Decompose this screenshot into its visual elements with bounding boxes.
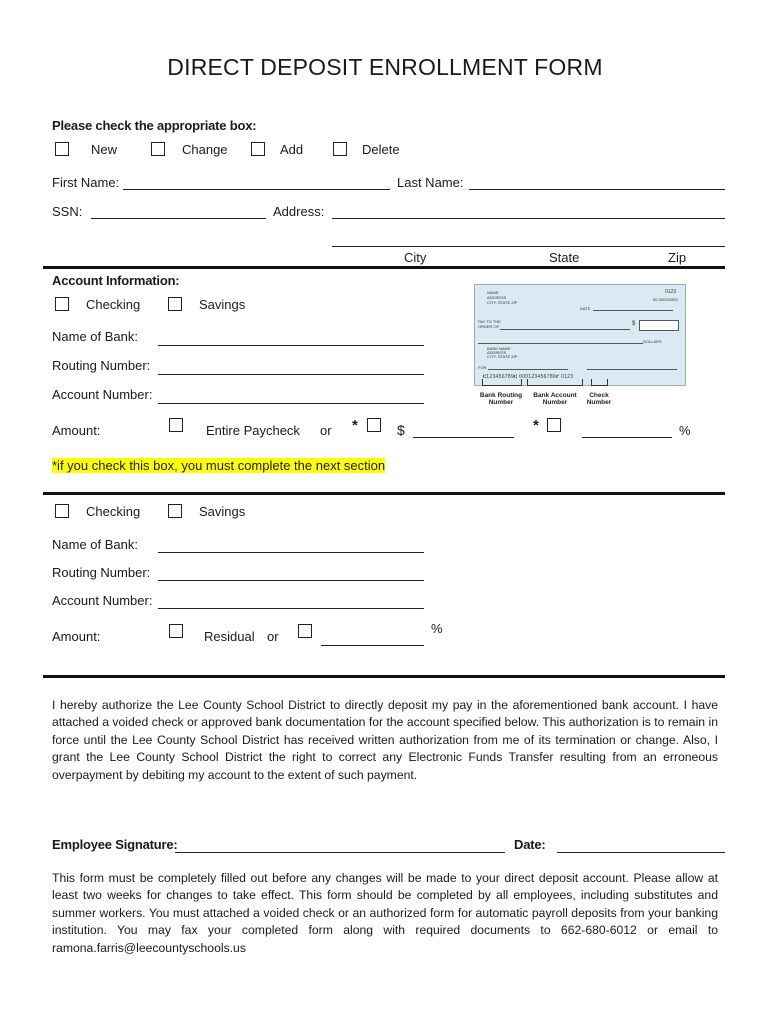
primary-account-label: Account Number:	[52, 387, 153, 402]
secondary-section-note: *if you check this box, you must complete the next section	[52, 458, 386, 473]
check-dollars-line	[478, 343, 643, 344]
section-divider	[43, 266, 725, 269]
check-bank-address-line: ADDRESS	[487, 350, 507, 355]
check-bank-name-line: BANK NAME	[487, 346, 511, 351]
signature-label: Employee Signature:	[52, 837, 178, 852]
address-field-line2[interactable]	[332, 246, 725, 247]
secondary-routing-field[interactable]	[158, 580, 424, 581]
check-number: 0123	[665, 289, 677, 295]
secondary-amount-label: Amount:	[52, 629, 101, 644]
secondary-divider	[43, 492, 725, 495]
entire-paycheck-label: Entire Paycheck	[206, 423, 300, 438]
check-for-label: FOR	[478, 365, 487, 370]
routing-caption: Bank Routing Number	[479, 392, 523, 406]
check-name-line: NAME	[487, 290, 499, 295]
residual-checkbox[interactable]	[169, 624, 183, 638]
primary-routing-label: Routing Number:	[52, 358, 151, 373]
checknum-caption: Check Number	[586, 392, 612, 406]
entire-paycheck-checkbox[interactable]	[169, 418, 183, 432]
primary-amount-label: Amount:	[52, 423, 101, 438]
secondary-checking-label: Checking	[86, 504, 141, 519]
residual-label: Residual	[204, 629, 255, 644]
secondary-or-label: or	[267, 629, 279, 644]
first-name-field[interactable]	[123, 189, 390, 190]
page-title: DIRECT DEPOSIT ENROLLMENT FORM	[167, 54, 603, 80]
first-name-label: First Name:	[52, 175, 120, 190]
dollar-sign: $	[397, 422, 405, 438]
primary-routing-field[interactable]	[158, 374, 424, 375]
primary-bank-name-field[interactable]	[158, 345, 424, 346]
secondary-checking-checkbox[interactable]	[55, 504, 69, 518]
sample-check-image	[474, 284, 686, 386]
percent-amount-checkbox[interactable]	[547, 418, 561, 432]
routing-bracket	[482, 379, 522, 386]
check-amount-box	[639, 320, 679, 331]
check-signature-line	[587, 369, 677, 370]
secondary-bank-name-field[interactable]	[158, 552, 424, 553]
check-payto-label: PAY TO THE ORDER OF	[478, 319, 501, 329]
instructions-text: This form must be completely filled out before any changes will be made to your direct deposit account. Please allow at least two weeks for changes to take effect. This form should be completed by all employees, including substitutes and summer workers. You must attached a voided check or an authorized form for automatic payroll deposits from your banking institution. You may fax your completed form along with required documents to 662-680-6012 or email to ramona.farris@leecountyschools.us	[52, 871, 718, 955]
dollar-amount-field[interactable]	[413, 437, 514, 438]
account-caption: Bank Account Number	[533, 392, 577, 406]
ssn-field[interactable]	[91, 218, 266, 219]
checknum-bracket	[591, 379, 608, 386]
secondary-percent-field[interactable]	[321, 645, 424, 646]
check-date-line	[593, 310, 673, 311]
secondary-savings-checkbox[interactable]	[168, 504, 182, 518]
check-fraction: 00-0000/0000	[653, 297, 678, 302]
city-label: City	[404, 250, 427, 265]
change-label: Change	[182, 142, 228, 157]
check-address-line: ADDRESS	[487, 295, 507, 300]
percent-star-marker: *	[533, 417, 539, 434]
delete-label: Delete	[362, 142, 400, 157]
primary-savings-label: Savings	[199, 297, 246, 312]
primary-or-label: or	[320, 423, 332, 438]
check-date-label: DATE	[580, 306, 591, 311]
date-field[interactable]	[557, 852, 725, 853]
secondary-percent-checkbox[interactable]	[298, 624, 312, 638]
add-label: Add	[280, 142, 304, 157]
check-payee-line	[500, 329, 630, 330]
dollar-amount-checkbox[interactable]	[367, 418, 381, 432]
change-checkbox[interactable]	[151, 142, 165, 156]
primary-checking-checkbox[interactable]	[55, 297, 69, 311]
ssn-label: SSN:	[52, 204, 83, 219]
state-label: State	[549, 250, 580, 265]
new-checkbox[interactable]	[55, 142, 69, 156]
percent-sign: %	[679, 423, 691, 438]
address-field[interactable]	[332, 218, 725, 219]
check-dollars-label: DOLLARS	[643, 339, 662, 344]
primary-account-field[interactable]	[158, 403, 424, 404]
check-city-line: CITY, STATE ZIP	[487, 300, 518, 305]
add-checkbox[interactable]	[251, 142, 265, 156]
account-bracket	[527, 379, 583, 386]
check-bank-city-line: CITY, STATE ZIP	[487, 354, 518, 359]
dollar-star-marker: *	[352, 417, 358, 434]
check-memo-line	[488, 369, 568, 370]
date-label: Date:	[514, 837, 546, 852]
new-label: New	[91, 142, 118, 157]
last-name-label: Last Name:	[397, 175, 464, 190]
secondary-account-label: Account Number:	[52, 593, 153, 608]
percent-amount-field[interactable]	[582, 437, 672, 438]
authorization-divider	[43, 675, 725, 678]
primary-savings-checkbox[interactable]	[168, 297, 182, 311]
address-label: Address:	[273, 204, 325, 219]
last-name-field[interactable]	[469, 189, 725, 190]
primary-bank-name-label: Name of Bank:	[52, 329, 138, 344]
checkbox-prompt: Please check the appropriate box:	[52, 118, 257, 133]
primary-checking-label: Checking	[86, 297, 141, 312]
secondary-bank-name-label: Name of Bank:	[52, 537, 138, 552]
check-dollar-sign: $	[632, 321, 636, 327]
authorization-text: I hereby authorize the Lee County School District to directly deposit my pay in the aforementioned bank account. I have attached a voided check or approved bank documentation for the account specified below. This authorization is to remain in force until the Lee County School District has received written authorization from me of its termination or change. Also, I grant the Lee County School District the right to correct any Electronic Funds Transfer resulting from an erroneous overpayment by debiting my account to the extent of such payment.	[52, 698, 718, 782]
delete-checkbox[interactable]	[333, 142, 347, 156]
secondary-percent-sign: %	[431, 621, 443, 636]
secondary-savings-label: Savings	[199, 504, 246, 519]
zip-label: Zip	[668, 250, 687, 265]
signature-field[interactable]	[175, 852, 505, 853]
check-micr-line: ⑆123456789⑆ 000123456789⑈ 0123	[483, 374, 574, 380]
secondary-account-field[interactable]	[158, 608, 424, 609]
secondary-routing-label: Routing Number:	[52, 565, 151, 580]
account-info-heading: Account Information:	[52, 273, 180, 288]
